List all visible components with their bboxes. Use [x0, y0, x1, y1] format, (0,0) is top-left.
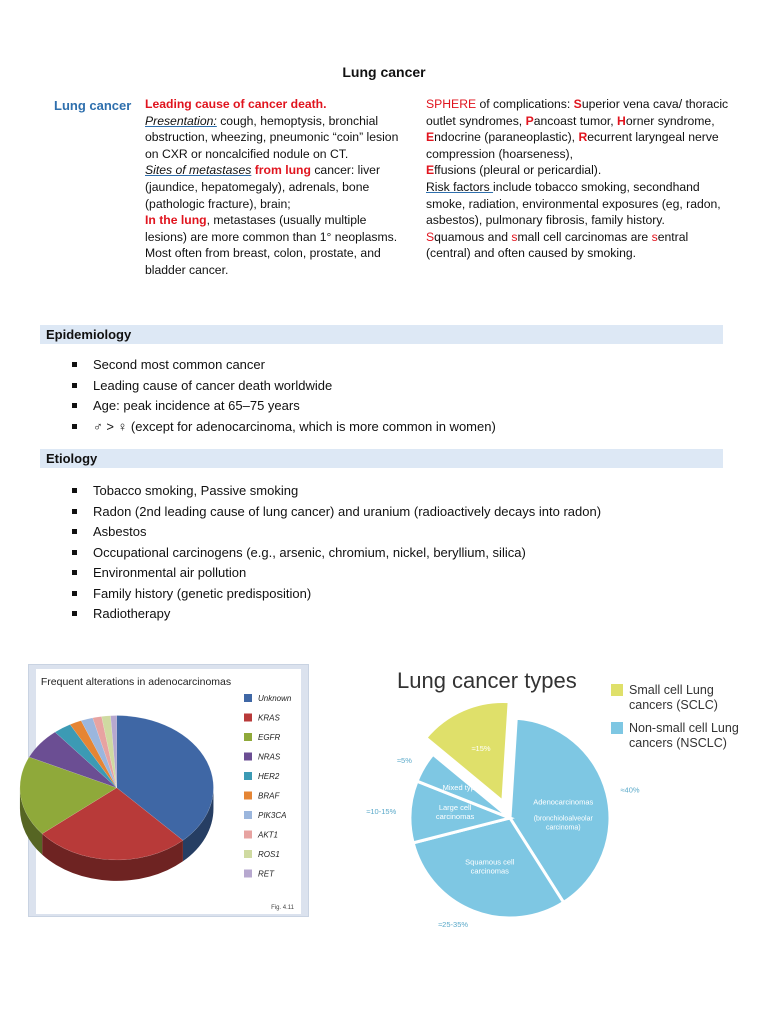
adenocarcinoma-chart-frame: [28, 664, 309, 917]
legend-label: ROS1: [258, 850, 280, 859]
slice-percentage: ≈40%: [620, 785, 640, 795]
mnemonic-letter: H: [617, 113, 626, 128]
mnemonic-letter: s: [651, 229, 658, 244]
slice-label: Adenocarcinomas: [533, 797, 594, 807]
mnemonic-text: uperior vena cava/ thoracic outlet syndromes,: [426, 97, 729, 128]
slice-label: Large cell carcinomas: [435, 803, 475, 822]
mnemonic-letter: E: [426, 163, 435, 178]
overview-column-left: [145, 96, 407, 279]
overview-column-right: [426, 96, 730, 262]
in-lung-detail: , metastases (usually multiple lesions) are more common than 1° neoplasms. Most often from breast, colon, prostate, and bladder cancer.: [145, 213, 398, 277]
adenocarcinoma-pie-chart: [36, 669, 301, 914]
mnemonic-letter: E: [426, 130, 435, 145]
mnemonic-text: ndocrine (paraneoplastic),: [434, 130, 579, 145]
etiology-list: [70, 481, 601, 625]
mnemonic-letter: R: [578, 130, 588, 145]
leading-cause-text: Leading cause of cancer death.: [145, 97, 327, 111]
legend-label: PIK3CA: [258, 811, 287, 820]
legend-label: BRAF: [258, 791, 280, 801]
legend-swatch: [244, 792, 252, 800]
lung-cancer-types-pie-chart: [366, 660, 753, 929]
epidemiology-heading: Epidemiology: [40, 325, 723, 344]
slice-percentage: ≈5%: [396, 755, 412, 765]
sphere-word: SPHERE: [426, 97, 477, 111]
legend-label: HER2: [258, 772, 280, 781]
list-item: Family history (genetic predisposition): [70, 584, 601, 605]
legend-label: Non-small cell Lung cancers (NSCLC): [629, 721, 739, 750]
metastases-text: cancer: liver (jaundice, hepatomegaly), adrenals, bone (pathologic fracture), brain;: [145, 163, 381, 211]
legend-swatch: [244, 870, 252, 878]
slice-percentage: ≈15%: [471, 744, 491, 754]
slice-percentage: ≈10-15%: [366, 806, 397, 816]
chart-title: Lung cancer types: [397, 668, 577, 693]
legend-swatch: [244, 831, 252, 839]
mnemonic-text: ecurrent laryngeal nerve compression (hoarseness),: [426, 130, 719, 161]
epidemiology-list: [70, 355, 496, 437]
lung-cancer-types-chart-frame: [366, 660, 753, 929]
mnemonic-text: ffusions (pleural or pericardial).: [434, 163, 602, 178]
sphere-intro: of complications:: [476, 97, 574, 111]
risk-factors-label: Risk factors: [426, 179, 494, 194]
legend-swatch: [244, 694, 252, 702]
legend-swatch: [244, 733, 252, 741]
risk-factors-text: include tobacco smoking, secondhand smoke, radiation, environmental exposures (eg, radon, asbestos), pulmonary fibrosis, family history.: [426, 179, 721, 228]
legend-label: Small cell Lung cancers (SCLC): [629, 683, 718, 712]
mnemonic-letter: P: [525, 113, 534, 128]
legend-swatch: [244, 772, 252, 780]
slice-sublabel: (bronchioloalveolar carcinoma): [533, 815, 593, 832]
metastases-label: Sites of metastases: [145, 163, 252, 178]
figure-label: Fig. 4.11: [271, 905, 294, 911]
list-item: Environmental air pollution: [70, 563, 601, 584]
legend-swatch: [244, 714, 252, 722]
list-item: Radiotherapy: [70, 604, 601, 625]
list-item: Tobacco smoking, Passive smoking: [70, 481, 601, 502]
in-lung-text: In the lung: [145, 213, 207, 228]
mnemonic-letter: S: [426, 229, 435, 244]
mnemonic-letter: S: [573, 97, 582, 111]
legend-swatch: [611, 722, 623, 734]
presentation-text: cough, hemoptysis, bronchial obstruction, wheezing, pneumonic “coin” lesion on CXR or noncalcified nodule on CT.: [145, 113, 399, 161]
chart-title: Frequent alterations in adenocarcinomas: [40, 676, 232, 688]
slice-percentage: ≈25-35%: [438, 919, 469, 929]
presentation-label: Presentation:: [145, 113, 217, 128]
mnemonic-text: ancoast tumor,: [533, 113, 618, 128]
legend-label: NRAS: [258, 752, 281, 762]
list-item: Age: peak incidence at 65–75 years: [70, 396, 496, 417]
legend-label: RET: [258, 869, 274, 879]
mnemonic-text: quamous and: [434, 229, 512, 244]
legend-swatch: [611, 684, 623, 696]
legend-swatch: [244, 850, 252, 858]
slice-label: Squamous cell carcinomas: [465, 857, 515, 876]
mnemonic-text: entral (central) and often caused by smoking.: [426, 229, 689, 261]
list-item: Asbestos: [70, 522, 601, 543]
from-lung-text: from lung: [251, 163, 311, 178]
legend-label: Unknown: [258, 694, 292, 703]
list-item: ♂ > ♀ (except for adenocarcinoma, which is more common in women): [70, 417, 496, 438]
legend-label: KRAS: [258, 713, 280, 723]
legend-label: AKT1: [258, 830, 279, 840]
mnemonic-text: orner syndrome,: [625, 113, 715, 128]
mnemonic-letter: s: [511, 229, 518, 244]
legend-label: EGFR: [258, 733, 281, 742]
list-item: Second most common cancer: [70, 355, 496, 376]
legend-swatch: [244, 753, 252, 761]
list-item: Radon (2nd leading cause of lung cancer) and uranium (radioactively decays into radon): [70, 502, 601, 523]
slice-label: Mixed types: [442, 783, 483, 793]
mnemonic-text: mall cell carcinomas are: [517, 229, 652, 244]
list-item: Leading cause of cancer death worldwide: [70, 376, 496, 397]
section-label: Lung cancer: [54, 98, 132, 113]
legend-swatch: [244, 811, 252, 819]
list-item: Occupational carcinogens (e.g., arsenic, chromium, nickel, beryllium, silica): [70, 543, 601, 564]
page-title: Lung cancer: [342, 64, 426, 80]
etiology-heading: Etiology: [40, 449, 723, 468]
